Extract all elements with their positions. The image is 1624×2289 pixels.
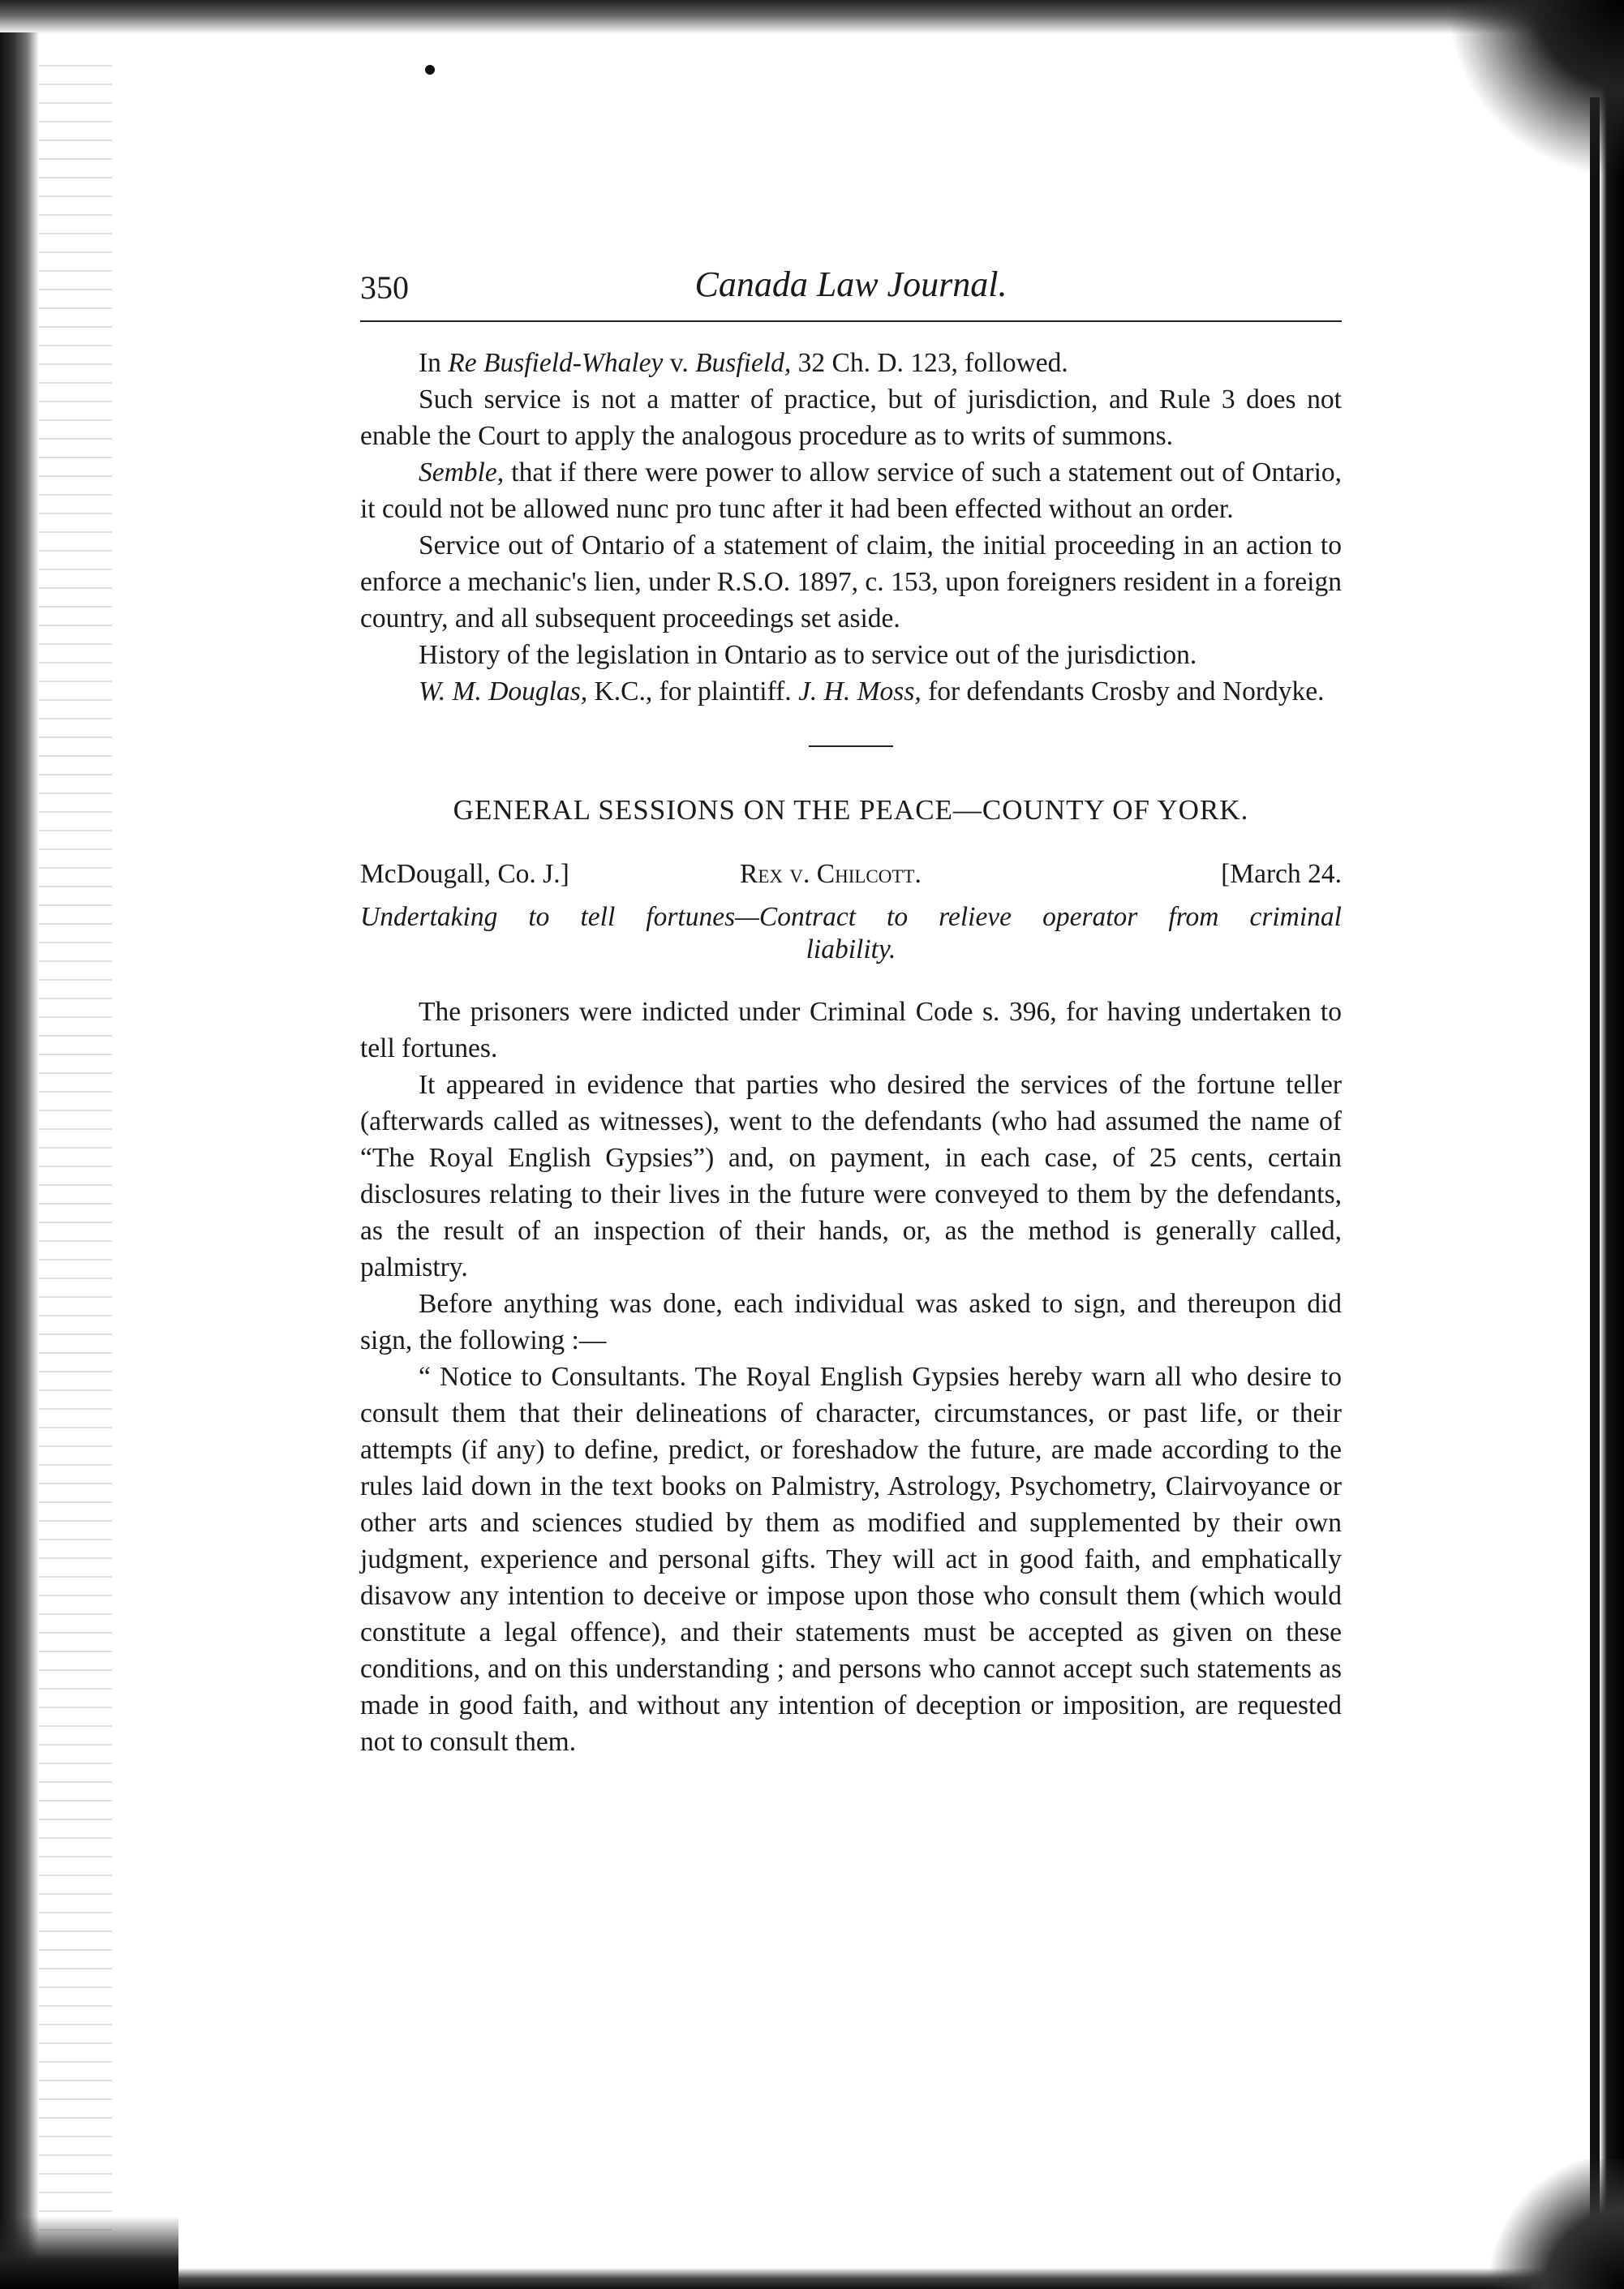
case-name: Rex v. Chilcott. <box>740 859 922 889</box>
headnote <box>360 901 1342 966</box>
semble-label: Semble, <box>419 457 505 487</box>
journal-title: Canada Law Journal. <box>694 264 1007 304</box>
paragraph-semble <box>360 454 1342 527</box>
scan-corner-bottom-left <box>0 2216 178 2289</box>
paragraph-evidence: It appeared in evidence that parties who desired the services of the fortune teller (afterwards called as witnesses), went to the defendants (who had assumed the name of “The Royal English Gypsies”) and, on payment, in each case, of 25 cents, certain disclosures relating to their lives in the future were conveyed to them by the defendants, as the result of an inspection of their hands, or, as the method is generally called, palmistry. <box>360 1070 1342 1282</box>
header-rule <box>360 320 1342 322</box>
counsel-text-2: for defendants Crosby and Nordyke. <box>921 676 1325 706</box>
headnote-line-2: liability. <box>806 934 896 964</box>
case-caption <box>360 859 1342 896</box>
ink-dot-mark <box>425 65 435 75</box>
case-citation-paragraph <box>360 345 1342 381</box>
page-number: 350 <box>360 269 409 306</box>
citation-lead: In <box>419 348 449 378</box>
scan-corner-bottom-right <box>1478 2159 1624 2289</box>
headnote-line-1: Undertaking to tell fortunes—Contract to relieve operator from criminal <box>360 902 1342 932</box>
citation-case-name: Re Busfield-Whaley <box>448 348 664 378</box>
paragraph-history: History of the legislation in Ontario as to service out of the jurisdiction. <box>419 640 1197 670</box>
scan-left-edge <box>0 32 39 2289</box>
counsel-text-1: K.C., for plaintiff. <box>587 676 799 706</box>
paragraph-service-out: Service out of Ontario of a statement of claim, the initial proceeding in an action to enforce a mechanic's lien, under R.S.O. 1897, c. 153, upon foreigners resident in a foreign country, and all subsequent proceedings set aside. <box>360 530 1342 633</box>
counsel-defendants: J. H. Moss, <box>798 676 922 706</box>
judge-name: McDougall, Co. J.] <box>360 859 569 889</box>
counsel-plaintiff: W. M. Douglas, <box>419 676 588 706</box>
section-heading: GENERAL SESSIONS ON THE PEACE—COUNTY OF YORK. <box>453 794 1249 826</box>
paragraph-indictment: The prisoners were indicted under Criminal Code s. 396, for having undertaken to tell fortunes. <box>360 997 1342 1063</box>
paragraph-signing: Before anything was done, each individual was asked to sign, and thereupon did sign, the following :— <box>360 1289 1342 1355</box>
scan-right-edge <box>1600 0 1624 2289</box>
running-header <box>360 264 1342 314</box>
semble-text: that if there were power to allow service of such a statement out of Ontario, it could not be allowed nunc pro tunc after it had been effected without an order. <box>360 457 1342 524</box>
page <box>360 264 1342 1760</box>
scan-corner-top-right <box>1446 0 1624 178</box>
scan-bottom-edge <box>0 2268 1624 2289</box>
scan-top-edge <box>0 0 1624 34</box>
scan-left-speckle <box>39 65 112 2239</box>
paragraph-counsel <box>360 673 1342 710</box>
citation-reference: 32 Ch. D. 123, followed. <box>791 348 1068 378</box>
citation-versus: v. <box>663 348 696 378</box>
citation-party: Busfield, <box>695 348 792 378</box>
case-date: [March 24. <box>1221 859 1342 889</box>
scan-right-inner-edge <box>1590 97 1600 2287</box>
section-divider <box>809 745 893 747</box>
paragraph-notice: “ Notice to Consultants. The Royal English Gypsies hereby warn all who desire to consult them that their delineations of character, circumstances, or past life, or their attempts (if any) to define, predict, or foreshadow the future, are made according to the rules laid down in the text books on Palmistry, Astrology, Psychometry, Clairvoyance or other arts and sciences studied by them as modified and supplemented by their own judgment, experience and personal gifts. They will act in good faith, and emphatically disavow any intention to deceive or impose upon those who consult them (which would constitute a legal offence), and their statements must be accepted as given on these conditions, and on this understanding ; and persons who cannot accept such statements as made in good faith, and without any intention of deception or imposition, are requested not to consult them. <box>360 1362 1342 1757</box>
paragraph-service-practice: Such service is not a matter of practice, but of jurisdiction, and Rule 3 does not enable the Court to apply the analogous procedure as to writs of summons. <box>360 384 1342 451</box>
case-body <box>360 994 1342 1760</box>
top-case-continuation <box>360 345 1342 710</box>
